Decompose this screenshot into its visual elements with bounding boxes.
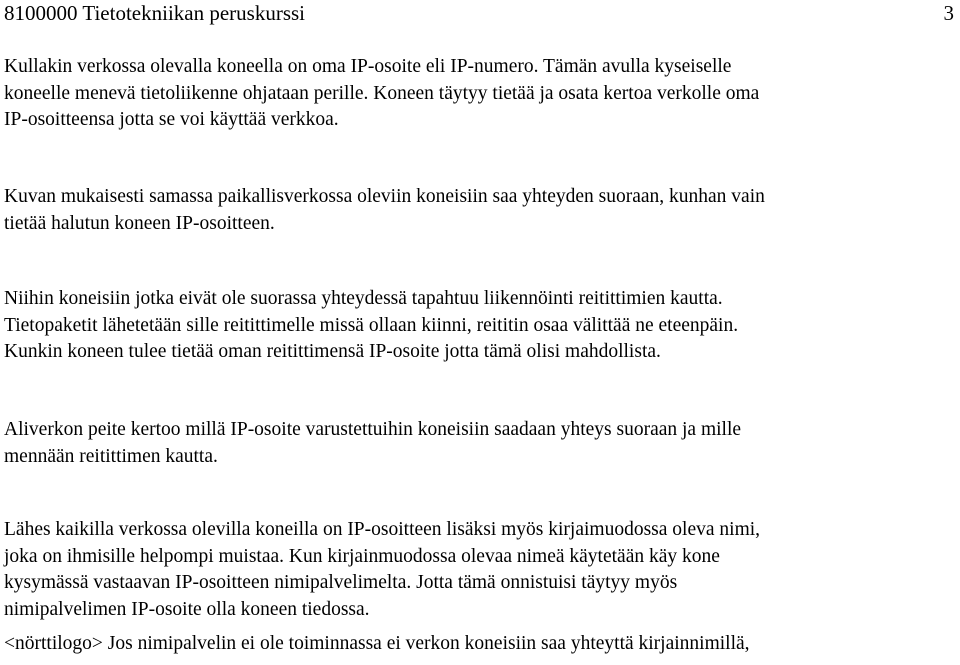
paragraph-ip-address [4,54,956,134]
course-title: 8100000 Tietotekniikan peruskurssi [4,1,306,25]
paragraph-line: Kunkin koneen tulee tietää oman reitittimensä IP-osoite jotta tämä olisi mahdollista. [4,341,661,362]
paragraph-line: <nörttilogo> Jos nimipalvelin ei ole toiminnassa ei verkon koneisiin saa yhteyttä kirjainnimillä, [4,633,750,654]
paragraph-line: nimipalvelimen IP-osoite olla koneen tiedossa. [4,598,370,620]
paragraph-name-server [4,517,956,623]
paragraph-line: Kuvan mukaisesti samassa paikallisverkossa oleviin koneisiin saa yhteyden suoraan, kunhan vain [4,186,765,207]
paragraph-routers [4,286,956,366]
paragraph-subnet-mask [4,417,956,470]
page-header [4,0,954,26]
paragraph-line: IP-osoitteensa jotta se voi käyttää verkkoa. [4,109,339,130]
paragraph-line: Tietopaketit lähetetään sille reitittimelle missä ollaan kiinni, reititin osaa välittää ne eteenpäin. [4,314,739,336]
paragraph-line: koneelle menevä tietoliikenne ohjataan perille. Koneen täytyy tietää ja osata kertoa verkolle oma [4,82,760,104]
paragraph-line: mennään reitittimen kautta. [4,445,218,467]
paragraph-line: kysymässä vastaavan IP-osoitteen nimipalvelimelta. Jotta tämä onnistuisi täytyy myös [4,572,678,593]
paragraph-line: Lähes kaikilla verkossa olevilla koneilla on IP-osoitteen lisäksi myös kirjaimuodossa oleva nimi, [4,519,761,540]
paragraph-line: tietää halutun koneen IP-osoitteen. [4,212,275,234]
paragraph-local-network [4,184,956,237]
paragraph-line: joka on ihmisille helpompi muistaa. Kun kirjainmuodossa olevaa nimeä käytetään käy kone [4,545,720,567]
paragraph-line: Kullakin verkossa olevalla koneella on oma IP-osoite eli IP-numero. Tämän avulla kyseiselle [4,56,732,77]
paragraph-line: Niihin koneisiin jotka eivät ole suorassa yhteydessä tapahtuu liikennöinti reitittimien kautta. [4,288,723,309]
page-number: 3 [943,1,954,25]
paragraph-nerd-logo [4,631,956,658]
paragraph-line: Aliverkon peite kertoo millä IP-osoite varustettuihin koneisiin saadaan yhteys suoraan ja mille [4,419,742,440]
